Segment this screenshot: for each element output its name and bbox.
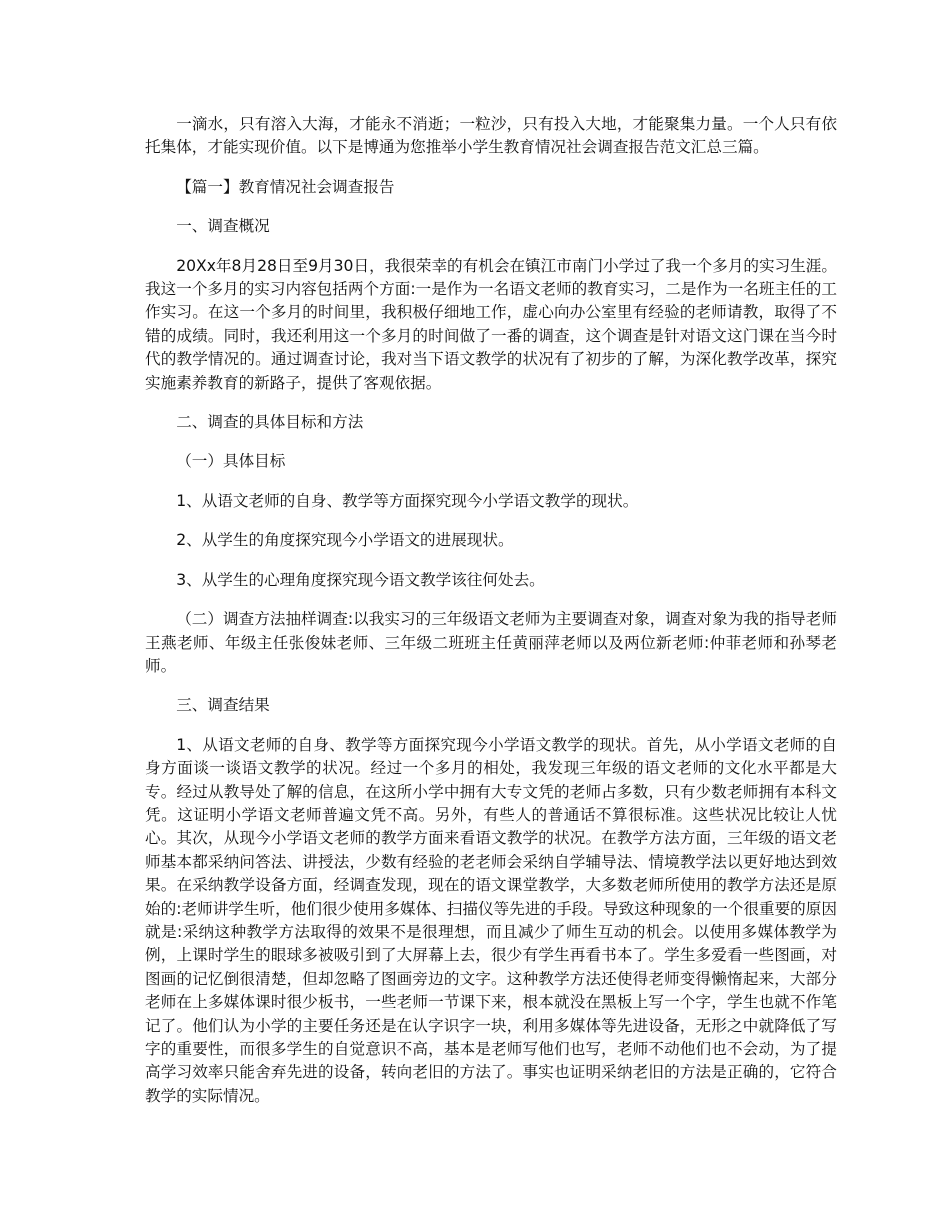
results-paragraph: 1、从语文老师的自身、教学等方面探究现今小学语文教学的现状。首先，从小学语文老师的自身方面谈一谈语文教学的状况。经过一个多月的相处，我发现三年级的语文老师的文化水平都是大专。经过从教导处了解的信息，在这所小学中拥有大专文凭的老师占多数，只有少数老师拥有本科文凭。这证明小学语文老师普遍文凭不高。另外，有些人的普通话不算很标准。这些状况比较让人忧心。其次，从现今小学语文老师的教学方面来看语文教学的状况。在教学方法方面，三年级的语文老师基本都采纳问答法、讲授法，少数有经验的老老师会采纳自学辅导法、情境教学法以更好地达到效果。在采纳教学设备方面，经调查发现，现在的语文课堂教学，大多数老师所使用的教学方法还是原始的:老师讲学生听，他们很少使用多媒体、扫描仪等先进的手段。导致这种现象的一个很重要的原因就是:采纳这种教学方法取得的效果不是很理想，而且减少了师生互动的机会。以使用多媒体教学为例，上课时学生的眼球多被吸引到了大屏幕上去，很少有学生再看书本了。学生多爱看一些图画，对图画的记忆倒很清楚，但却忽略了图画旁边的文字。这种教学方法还使得老师变得懒惰起来，大部分老师在上多媒体课时很少板书，一些老师一节课下来，根本就没在黑板上写一个字，学生也就不作笔记了。他们认为小学的主要任务还是在认字识字一块，利用多媒体等先进设备，无形之中就降低了写字的重要性，而很多学生的自觉意识不高，基本是老师写他们也写，老师不动他们也不会动，为了提高学习效率只能舍弃先进的设备，转向老旧的方法了。事实也证明采纳老旧的方法是正确的，它符合教学的实际情况。 — [145, 735, 837, 1105]
heading-results: 三、调查结果 — [176, 696, 270, 715]
overview-paragraph: 20Xx年8月28日至9月30日，我很荣幸的有机会在镇江市南门小学过了我一个多月的实习生涯。我这一个多月的实习内容包括两个方面:一是作为一名语文老师的教育实习，二是作为一名班主任的工作实习。在这一个多月的时间里，我积极仔细地工作，虚心向办公室里有经验的老师请教，取得了不错的成绩。同时，我还利用这一个多月的时间做了一番的调查，这个调查是针对语文这门课在当今时代的教学情况的。通过调查讨论，我对当下语文教学的状况有了初步的了解，为深化教学改革，探究实施素养教育的新路子，提供了客观依据。 — [145, 256, 837, 392]
document-body — [145, 113, 837, 1108]
heading-overview: 一、调查概况 — [176, 217, 270, 236]
subheading-goals: （一）具体目标 — [176, 452, 286, 471]
goal-item-3: 3、从学生的心理角度探究现今语文教学该往何处去。 — [176, 570, 545, 589]
methods-paragraph: （二）调查方法抽样调查:以我实习的三年级语文老师为主要调查对象，调查对象为我的指导老师王燕老师、年级主任张俊妹老师、三年级二班班主任黄丽萍老师以及两位新老师:仲菲老师和孙琴老师。 — [145, 610, 837, 675]
section-title: 【篇一】教育情况社会调查报告 — [176, 177, 395, 196]
goal-item-1: 1、从语文老师的自身、教学等方面探究现今小学语文教学的现状。 — [176, 491, 639, 510]
heading-goals-methods: 二、调查的具体目标和方法 — [176, 413, 364, 432]
intro-paragraph: 一滴水，只有溶入大海，才能永不消逝；一粒沙，只有投入大地，才能聚集力量。一个人只有依托集体，才能实现价值。以下是博通为您推举小学生教育情况社会调查报告范文汇总三篇。 — [145, 115, 837, 157]
goal-item-2: 2、从学生的角度探究现今小学语文的进展现状。 — [176, 531, 514, 550]
